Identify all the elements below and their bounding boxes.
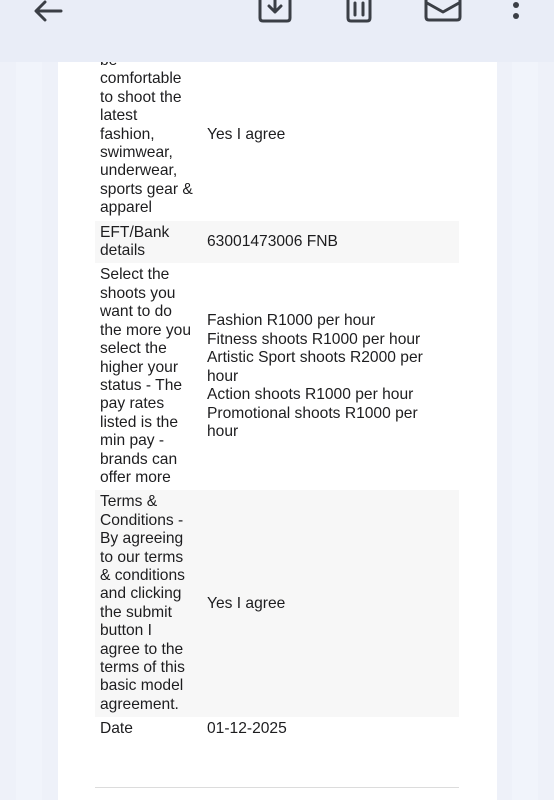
archive-button[interactable] — [250, 0, 300, 34]
table-row — [95, 263, 459, 490]
value-line: Promotional shoots R1000 per hour — [207, 404, 418, 440]
field-value — [202, 49, 459, 221]
divider — [95, 787, 459, 788]
delete-button[interactable] — [334, 0, 384, 34]
value-line: Artistic Sport shoots R2000 per hour — [207, 349, 423, 385]
field-label: Terms & Conditions - By agreeing to our terms & conditions and clicking the submit button I agree to the terms of this basic model agreement. — [95, 490, 202, 717]
field-label: Select the shoots you want to do the more you select the higher your status - The pay rates listed is the min pay - brands can offer more — [100, 266, 192, 486]
back-button[interactable] — [22, 0, 72, 34]
value-line: 63001473006 FNB — [207, 232, 338, 250]
value-line: Fitness shoots R1000 per hour — [207, 330, 421, 348]
back-arrow-icon — [30, 0, 64, 24]
field-label: EFT/Bank details — [95, 221, 202, 264]
table-row — [95, 490, 459, 717]
field-value — [202, 490, 459, 717]
field-value — [202, 221, 459, 264]
left-gutter — [16, 62, 42, 800]
value-line: Yes I agree — [207, 125, 286, 143]
archive-icon — [257, 0, 293, 24]
right-gutter — [512, 62, 538, 800]
value-line: 01-12-2025 — [207, 720, 287, 738]
value-line: Yes I agree — [207, 594, 286, 612]
form-submission-table — [95, 49, 459, 742]
email-body — [58, 62, 497, 800]
field-label: comfortable to shoot the latest fashion, swimwear, underwear, sports gear & apparel — [100, 70, 193, 217]
more-vert-icon — [511, 0, 521, 24]
top-app-bar — [0, 0, 554, 62]
table-row — [95, 717, 459, 741]
value-line: Fashion R1000 per hour — [207, 312, 376, 330]
mark-unread-icon — [423, 0, 463, 24]
mark-unread-button[interactable] — [418, 0, 468, 34]
more-options-button[interactable] — [491, 0, 541, 34]
field-value — [202, 717, 459, 741]
table-row — [95, 49, 459, 221]
delete-icon — [344, 0, 374, 24]
value-line: Action shoots R1000 per hour — [207, 386, 414, 404]
field-label: Date — [100, 720, 133, 738]
table-row — [95, 221, 459, 264]
field-value — [202, 263, 459, 490]
